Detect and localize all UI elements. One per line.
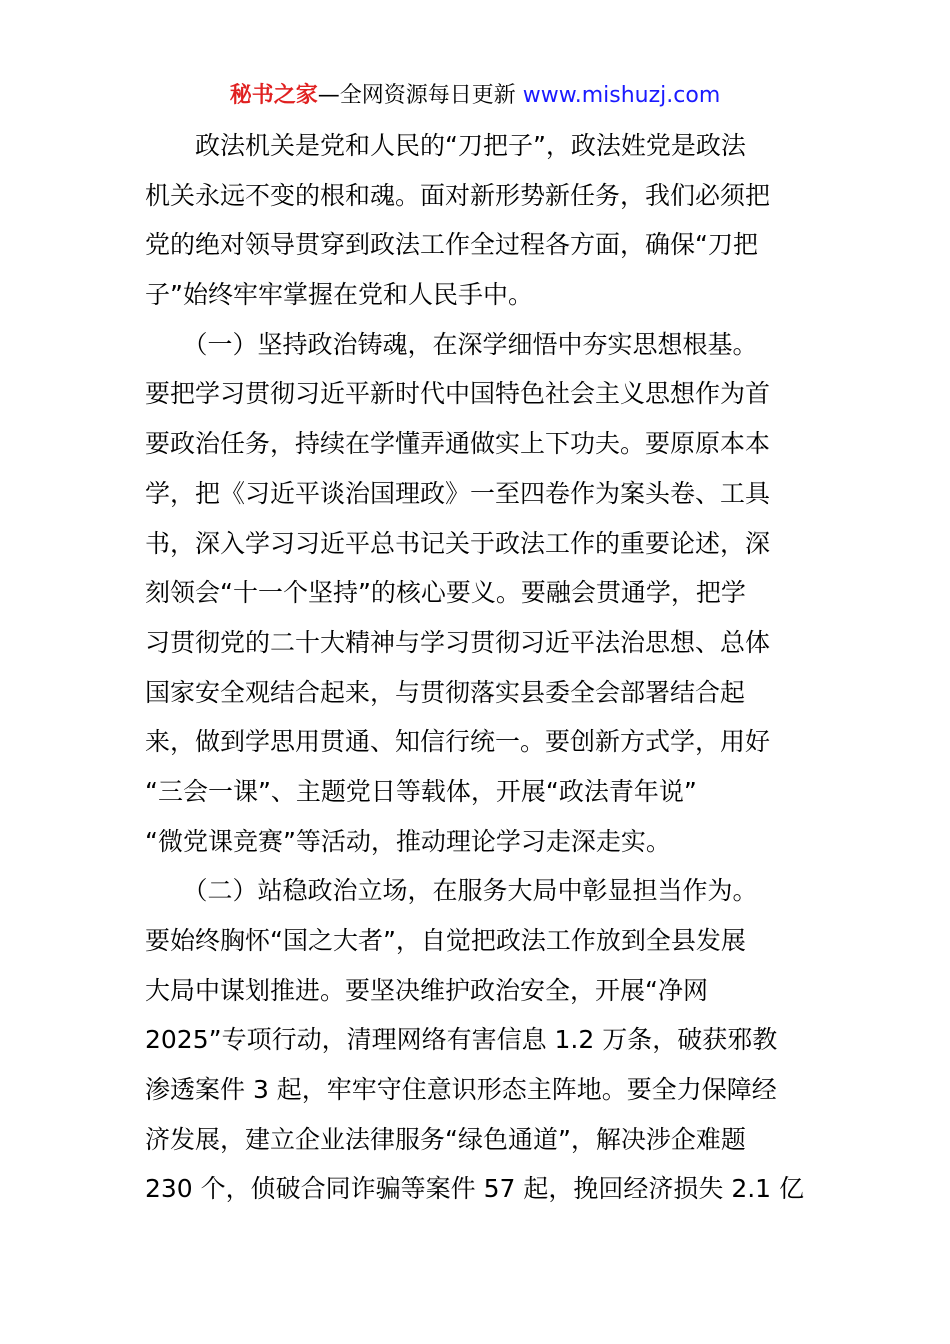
text-line: 要政治任务，持续在学懂弄通做实上下功夫。要原原本本 <box>145 429 771 459</box>
text-line: 习贯彻党的二十大精神与学习贯彻习近平法治思想、总体 <box>145 627 771 657</box>
section-heading-1: （一）坚持政治铸魂，在深学细悟中夯实思想根基。 <box>145 329 758 359</box>
text-line: 党的绝对领导贯穿到政法工作全过程各方面，确保“刀把 <box>145 230 758 260</box>
text-line: 学，把《习近平谈治国理政》一至四卷作为案头卷、工具 <box>145 478 771 508</box>
text-line: 政法机关是党和人民的“刀把子”，政法姓党是政法 <box>145 131 746 160</box>
site-tagline: —全网资源每日更新 <box>317 83 523 108</box>
site-header <box>0 80 950 112</box>
text-line: 要把学习贯彻习近平新时代中国特色社会主义思想作为首 <box>145 379 771 409</box>
text-line: 来，做到学思用贯通、知信行统一。要创新方式学，用好 <box>145 727 771 757</box>
site-brand: 秘书之家 <box>229 83 318 108</box>
text-line: 大局中谋划推进。要坚决维护政治安全，开展“净网 <box>145 975 708 1005</box>
text-line: 刻领会“十一个坚持”的核心要义。要融会贯通学，把学 <box>145 578 746 608</box>
text-line: 渗透案件 3 起，牢牢守住意识形态主阵地。要全力保障经 <box>145 1075 777 1105</box>
text-line: “微党课竞赛”等活动，推动理论学习走深走实。 <box>145 826 671 856</box>
text-line: 230 个，侦破合同诈骗等案件 57 起，挽回经济损失 2.1 亿 <box>145 1174 805 1204</box>
document-body <box>145 121 810 1214</box>
text-line: 2025”专项行动，清理网络有害信息 1.2 万条，破获邪教 <box>145 1025 778 1055</box>
site-url-link[interactable]: www.mishuzj.com <box>522 83 721 108</box>
text-line: 要始终胸怀“国之大者”，自觉把政法工作放到全县发展 <box>145 926 746 955</box>
text-line: “三会一课”、主题党日等载体，开展“政法青年说” <box>145 776 697 806</box>
section-heading-2: （二）站稳政治立场，在服务大局中彰显担当作为。 <box>145 876 758 906</box>
text-line: 国家安全观结合起来，与贯彻落实县委全会部署结合起 <box>145 677 746 707</box>
text-line: 济发展，建立企业法律服务“绿色通道”，解决涉企难题 <box>145 1124 746 1154</box>
text-line: 书，深入学习习近平总书记关于政法工作的重要论述，深 <box>145 528 771 558</box>
text-line: 子”始终牢牢掌握在党和人民手中。 <box>145 280 533 310</box>
text-line: 机关永远不变的根和魂。面对新形势新任务，我们必须把 <box>145 180 771 210</box>
